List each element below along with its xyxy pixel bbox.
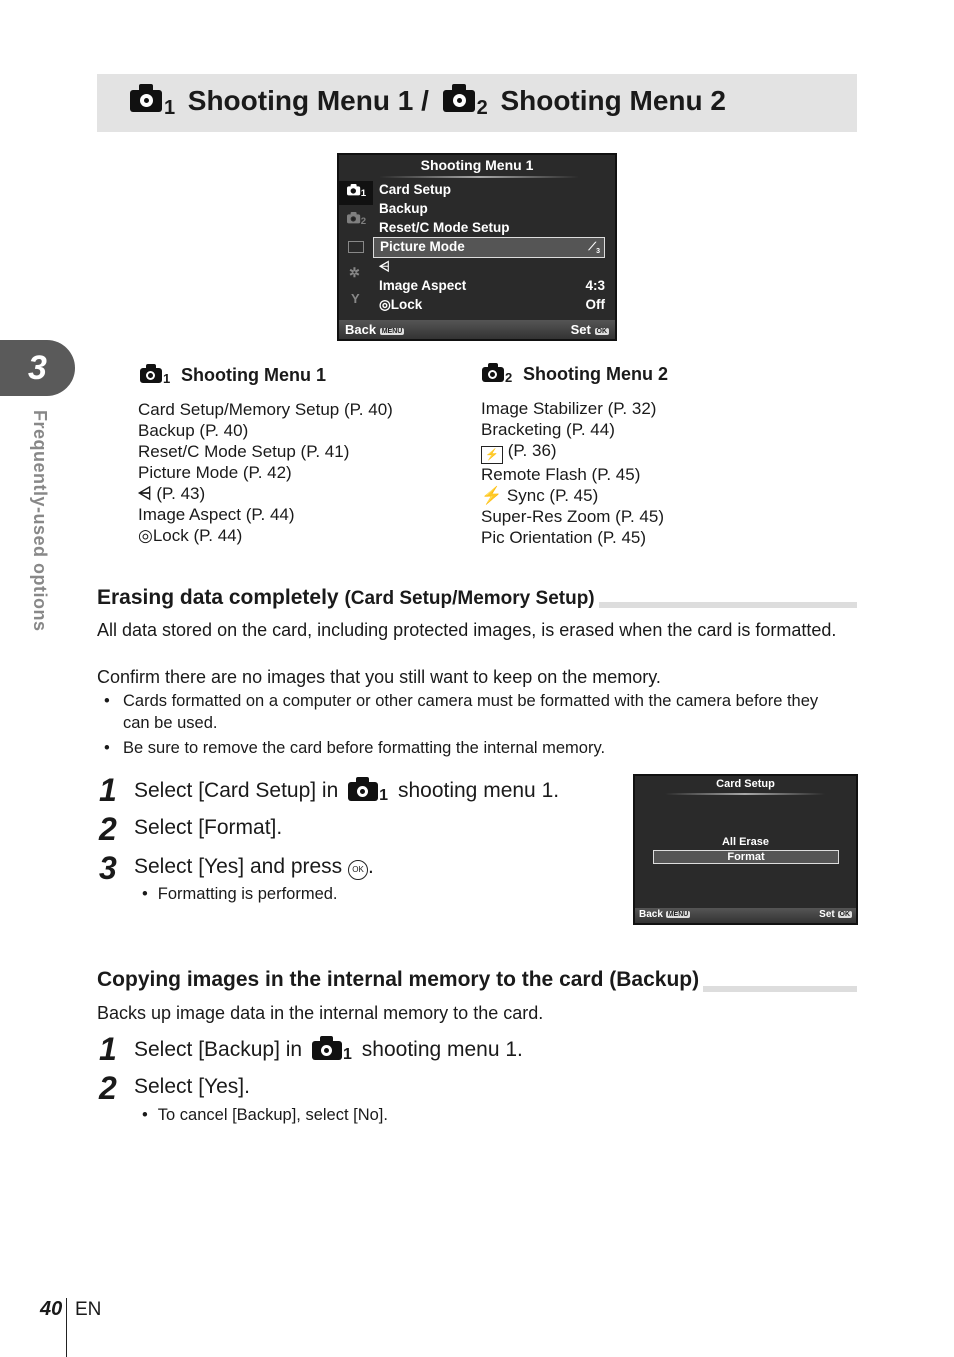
step-number: 1	[99, 772, 117, 808]
step-number: 1	[99, 1031, 117, 1067]
tab-shooting-1: 1	[339, 181, 373, 205]
playback-icon	[348, 241, 364, 253]
list-item: Card Setup/Memory Setup (P. 40)	[138, 400, 393, 419]
tab-shooting-2: 2	[347, 212, 373, 228]
list-item: Image Stabilizer (P. 32)	[481, 399, 657, 418]
list-item: Backup (P. 40)	[138, 421, 249, 440]
step-number: 2	[99, 1070, 117, 1106]
title-part2: Shooting Menu 2	[500, 85, 726, 116]
dial-icon: ◎	[379, 296, 391, 312]
chapter-label: Frequently-used options	[30, 410, 50, 632]
camera-icon: 1	[312, 1036, 346, 1058]
menu-item-reset[interactable]: Reset/C Mode Setup	[379, 219, 510, 235]
list-item: ◎Lock (P. 44)	[138, 526, 243, 545]
section1-para1: All data stored on the card, including protected images, is erased when the card is formatted.	[97, 620, 837, 640]
list-item: Reset/C Mode Setup (P. 41)	[138, 442, 350, 461]
menu-item-format[interactable]: Format	[653, 850, 839, 864]
menu-item-picture-mode[interactable]: Picture Mode $⟋_3$	[373, 237, 605, 258]
section-heading-erasing: Erasing data completely (Card Setup/Memory Setup)	[97, 586, 599, 610]
step-1-text: Select [Card Setup] in 1 shooting menu 1.	[134, 779, 560, 804]
page-title	[130, 84, 726, 117]
list-item: Pic Orientation (P. 45)	[481, 528, 647, 547]
section-heading-backup: Copying images in the internal memory to the card (Backup)	[97, 968, 703, 992]
sharpness-icon: ⩤	[138, 484, 152, 503]
picture-mode-icon: $⟋_3$	[588, 241, 600, 256]
gear-icon: ✲	[349, 265, 360, 280]
col1-list	[138, 399, 393, 546]
menu-item-lock[interactable]: ◎Lock Off	[379, 296, 605, 312]
title-part1: Shooting Menu 1 /	[187, 85, 429, 116]
lcd-shooting-menu	[337, 153, 617, 341]
backup-step-1-text: Select [Backup] in 1 shooting menu 1.	[134, 1038, 523, 1063]
col2-heading: 2 Shooting Menu 2	[482, 363, 668, 385]
list-item: ⩤ (P. 43)	[138, 484, 206, 503]
list-item: Bracketing (P. 44)	[481, 420, 615, 439]
lcd-menu-items	[379, 181, 605, 315]
step-number: 3	[99, 850, 117, 886]
lcd-header: Shooting Menu 1	[420, 157, 534, 173]
sharpness-icon: ⩤	[379, 259, 390, 275]
camera-icon: 2	[482, 363, 508, 381]
back-label[interactable]: Back MENU	[639, 909, 689, 920]
camera-icon: 1	[130, 84, 166, 112]
step-3-text: Select [Yes] and press OK .	[134, 855, 374, 878]
dial-icon: ◎	[138, 526, 153, 545]
menu-item-sharpness[interactable]	[379, 258, 605, 277]
step-number: 2	[99, 811, 117, 847]
backup-step-2-text: Select [Yes].	[134, 1075, 250, 1098]
bullet-item: • To cancel [Backup], select [No].	[142, 1106, 388, 1124]
col1-heading: 1 Shooting Menu 1	[140, 364, 326, 386]
list-item: Image Aspect (P. 44)	[138, 505, 295, 524]
menu-item-card-setup[interactable]: Card Setup	[379, 182, 452, 197]
ok-button-icon: OK	[348, 860, 368, 880]
menu-item-all-erase[interactable]: All Erase	[721, 836, 770, 848]
camera-icon: 1	[348, 777, 382, 799]
menu-item-backup[interactable]: Backup	[379, 200, 428, 216]
section1-para2: Confirm there are no images that you still want to keep on the memory.	[97, 667, 661, 687]
chapter-number: 3	[28, 349, 47, 387]
language-code: EN	[75, 1299, 102, 1320]
camera-icon: 1	[140, 364, 166, 382]
lcd-header: Card Setup	[716, 778, 775, 790]
list-item: ⚡ (P. 36)	[481, 440, 664, 464]
wrench-icon: Y	[351, 291, 360, 306]
bullet-item: • Cards formatted on a computer or other camera must be formatted with the camera before they can be used.	[104, 692, 819, 732]
lcd-card-setup	[633, 774, 858, 925]
bullet-item: • Be sure to remove the card before formatting the internal memory.	[104, 739, 606, 757]
flash-icon: ⚡	[481, 486, 503, 505]
menu-item-image-aspect[interactable]: Image Aspect 4:3	[379, 277, 605, 293]
list-item: Picture Mode (P. 42)	[138, 463, 292, 482]
list-item: ⚡ Sync (P. 45)	[481, 486, 599, 505]
set-label[interactable]: Set OK	[819, 909, 850, 920]
back-label[interactable]: Back MENU	[345, 322, 403, 337]
section2-para: Backs up image data in the internal memory to the card.	[97, 1003, 544, 1023]
set-label[interactable]: Set OK	[570, 322, 607, 337]
step-2-text: Select [Format].	[134, 816, 283, 839]
flash-compensation-icon: ⚡	[481, 446, 503, 464]
footer-divider	[66, 1298, 67, 1357]
camera-icon: 2	[443, 84, 479, 112]
list-item: Remote Flash (P. 45)	[481, 465, 641, 484]
list-item: Super-Res Zoom (P. 45)	[481, 507, 664, 526]
page-number: 40	[40, 1298, 63, 1320]
bullet-item: • Formatting is performed.	[142, 885, 338, 903]
col2-list	[481, 398, 664, 548]
